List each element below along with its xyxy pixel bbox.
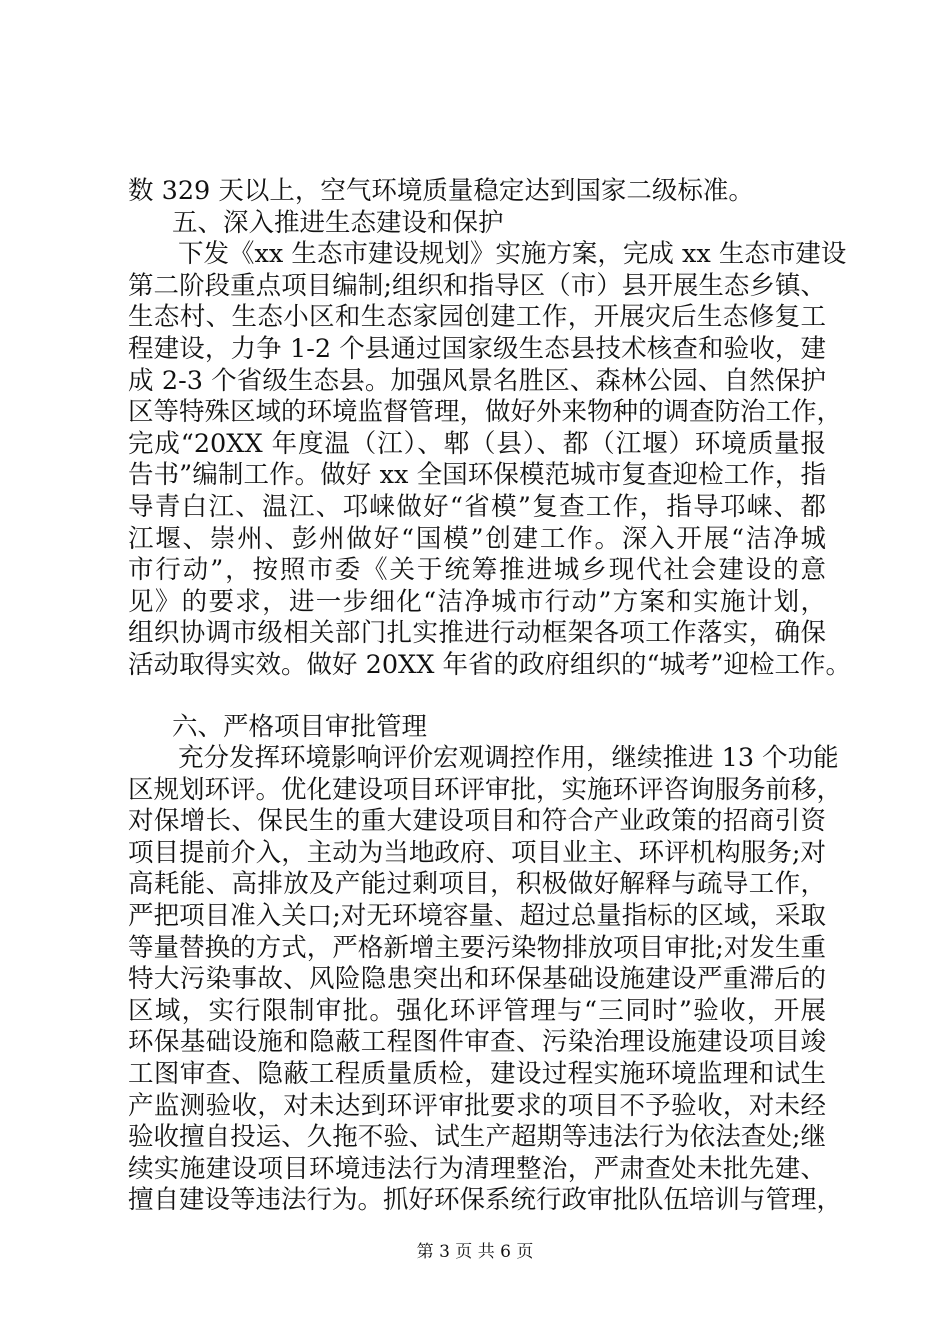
text-line: 成 2-3 个省级生态县。加强风景名胜区、森林公园、自然保护 xyxy=(128,365,826,396)
section-heading-6: 六、严格项目审批管理 xyxy=(172,711,428,742)
text-line: 程建设，力争 1-2 个县通过国家级生态县技术核查和验收，建 xyxy=(128,333,826,364)
text-line: 活动取得实效。做好 20XX 年省的政府组织的“城考”迎检工作。 xyxy=(128,649,852,680)
text-line: 特大污染事故、风险隐患突出和环保基础设施建设严重滞后的 xyxy=(128,964,826,995)
text-line: 区等特殊区域的环境监督管理，做好外来物种的调查防治工作， xyxy=(128,397,843,428)
text-line: 区规划环评。优化建设项目环评审批，实施环评咨询服务前移， xyxy=(128,774,843,805)
paragraph-first-line: 下发《xx 生态市建设规划》实施方案，完成 xx 生态市建设 xyxy=(178,239,847,270)
text-line: 等量替换的方式，严格新增主要污染物排放项目审批;对发生重 xyxy=(128,932,826,963)
text-line: 高耗能、高排放及产能过剩项目，积极做好解释与疏导工作， xyxy=(128,869,826,900)
section-heading-5: 五、深入推进生态建设和保护 xyxy=(172,207,504,238)
text-line: 续实施建设项目环境违法行为清理整治，严肃查处未批先建、 xyxy=(128,1153,826,1184)
text-line: 数 329 天以上，空气环境质量稳定达到国家二级标准。 xyxy=(128,176,754,206)
text-line: 完成“20XX 年度温（江）、郫（县）、都（江堰）环境质量报 xyxy=(128,428,826,459)
text-line: 环保基础设施和隐蔽工程图件审查、污染治理设施建设项目竣 xyxy=(128,1027,826,1058)
paragraph-first-line: 充分发挥环境影响评价宏观调控作用，继续推进 13 个功能 xyxy=(178,743,839,774)
text-line: 区域，实行限制审批。强化环评管理与“三同时”验收，开展 xyxy=(128,995,826,1026)
paragraph-gap xyxy=(128,682,826,712)
page-footer: 第 3 页 共 6 页 xyxy=(416,1242,534,1262)
text-line: 江堰、崇州、彭州做好“国模”创建工作。深入开展“洁净城 xyxy=(128,523,826,554)
text-line: 告书”编制工作。做好 xx 全国环保模范城市复查迎检工作，指 xyxy=(128,460,826,491)
text-line: 验收擅自投运、久拖不验、试生产超期等违法行为依法查处;继 xyxy=(128,1122,826,1153)
document-body xyxy=(128,176,852,1217)
text-line: 工图审查、隐蔽工程质量质检，建设过程实施环境监理和试生 xyxy=(128,1059,826,1090)
text-line: 生态村、生态小区和生态家园创建工作，开展灾后生态修复工 xyxy=(128,302,826,333)
text-line: 擅自建设等违法行为。抓好环保系统行政审批队伍培训与管理， xyxy=(128,1185,843,1216)
text-line: 对保增长、保民生的重大建设项目和符合产业政策的招商引资 xyxy=(128,806,826,837)
text-line: 组织协调市级相关部门扎实推进行动框架各项工作落实，确保 xyxy=(128,618,826,649)
text-line: 见》的要求，进一步细化“洁净城市行动”方案和实施计划， xyxy=(128,586,826,617)
text-line: 严把项目准入关口;对无环境容量、超过总量指标的区域，采取 xyxy=(128,901,826,932)
text-line: 产监测验收，对未达到环评审批要求的项目不予验收，对未经 xyxy=(128,1090,826,1121)
text-line: 项目提前介入，主动为当地政府、项目业主、环评机构服务;对 xyxy=(128,837,826,868)
text-line: 导青白江、温江、邛崃做好“省模”复查工作，指导邛崃、都 xyxy=(128,491,826,522)
text-line: 市行动”，按照市委《关于统筹推进城乡现代社会建设的意 xyxy=(128,555,826,586)
text-line: 第二阶段重点项目编制;组织和指导区（市）县开展生态乡镇、 xyxy=(128,270,826,301)
